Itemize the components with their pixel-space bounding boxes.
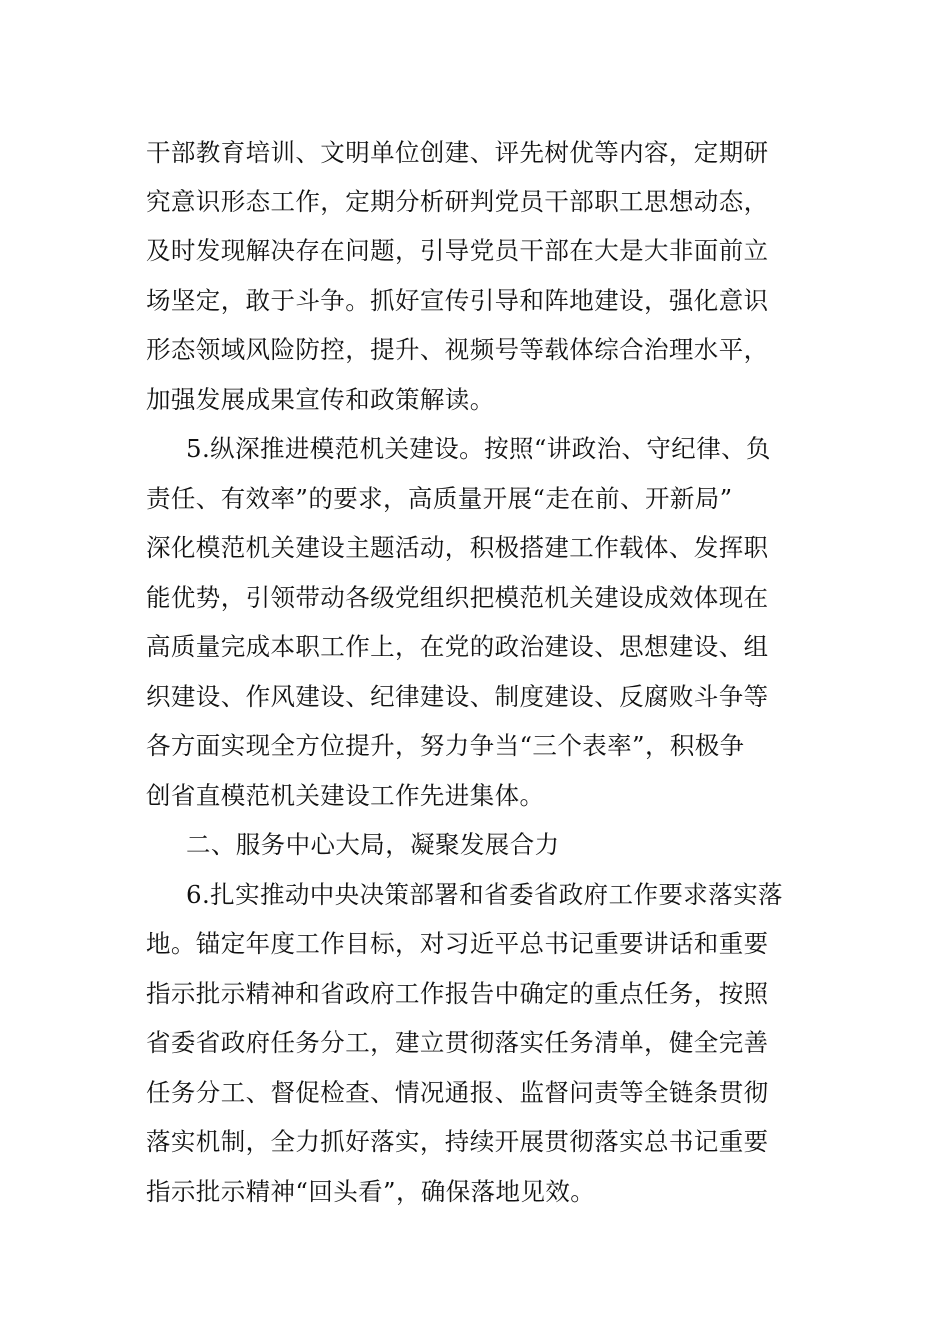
paragraph-line: 能优势，引领带动各级党组织把模范机关建设成效体现在 [146, 583, 769, 612]
paragraph-line: 织建设、作风建设、纪律建设、制度建设、反腐败斗争等 [146, 682, 769, 711]
paragraph-line: 形态领域风险防控，提升、视频号等载体综合治理水平， [146, 335, 769, 364]
paragraph-line: 6.扎实推动中央决策部署和省委省政府工作要求落实落 [186, 880, 783, 909]
paragraph-line: 创省直模范机关建设工作先进集体。 [146, 781, 545, 810]
paragraph-line: 深化模范机关建设主题活动，积极搭建工作载体、发挥职 [146, 533, 769, 562]
paragraph-line: 场坚定，敢于斗争。抓好宣传引导和阵地建设，强化意识 [146, 286, 769, 315]
paragraph-line: 指示批示精神“回头看”，确保落地见效。 [146, 1177, 596, 1206]
paragraph-line: 干部教育培训、文明单位创建、评先树优等内容，定期研 [146, 138, 769, 167]
paragraph-line: 指示批示精神和省政府工作报告中确定的重点任务，按照 [146, 979, 769, 1008]
paragraph-line: 省委省政府任务分工，建立贯彻落实任务清单，健全完善 [146, 1028, 769, 1057]
paragraph-line: 责任、有效率”的要求，高质量开展“走在前、开新局” [146, 484, 733, 513]
paragraph-line: 各方面实现全方位提升，努力争当“三个表率”，积极争 [146, 731, 745, 760]
paragraph-line: 任务分工、督促检查、情况通报、监督问责等全链条贯彻 [146, 1078, 769, 1107]
paragraph-line: 及时发现解决存在问题，引导党员干部在大是大非面前立 [146, 236, 769, 265]
section-heading: 二、服务中心大局，凝聚发展合力 [186, 830, 560, 859]
paragraph-line: 加强发展成果宣传和政策解读。 [146, 385, 495, 414]
paragraph-line: 究意识形态工作，定期分析研判党员干部职工思想动态， [146, 187, 769, 216]
paragraph-line: 落实机制，全力抓好落实，持续开展贯彻落实总书记重要 [146, 1127, 769, 1156]
paragraph-line: 5.纵深推进模范机关建设。按照“讲政治、守纪律、负 [186, 434, 771, 463]
paragraph-line: 高质量完成本职工作上，在党的政治建设、思想建设、组 [146, 632, 769, 661]
paragraph-line: 地。锚定年度工作目标，对习近平总书记重要讲话和重要 [146, 929, 769, 958]
